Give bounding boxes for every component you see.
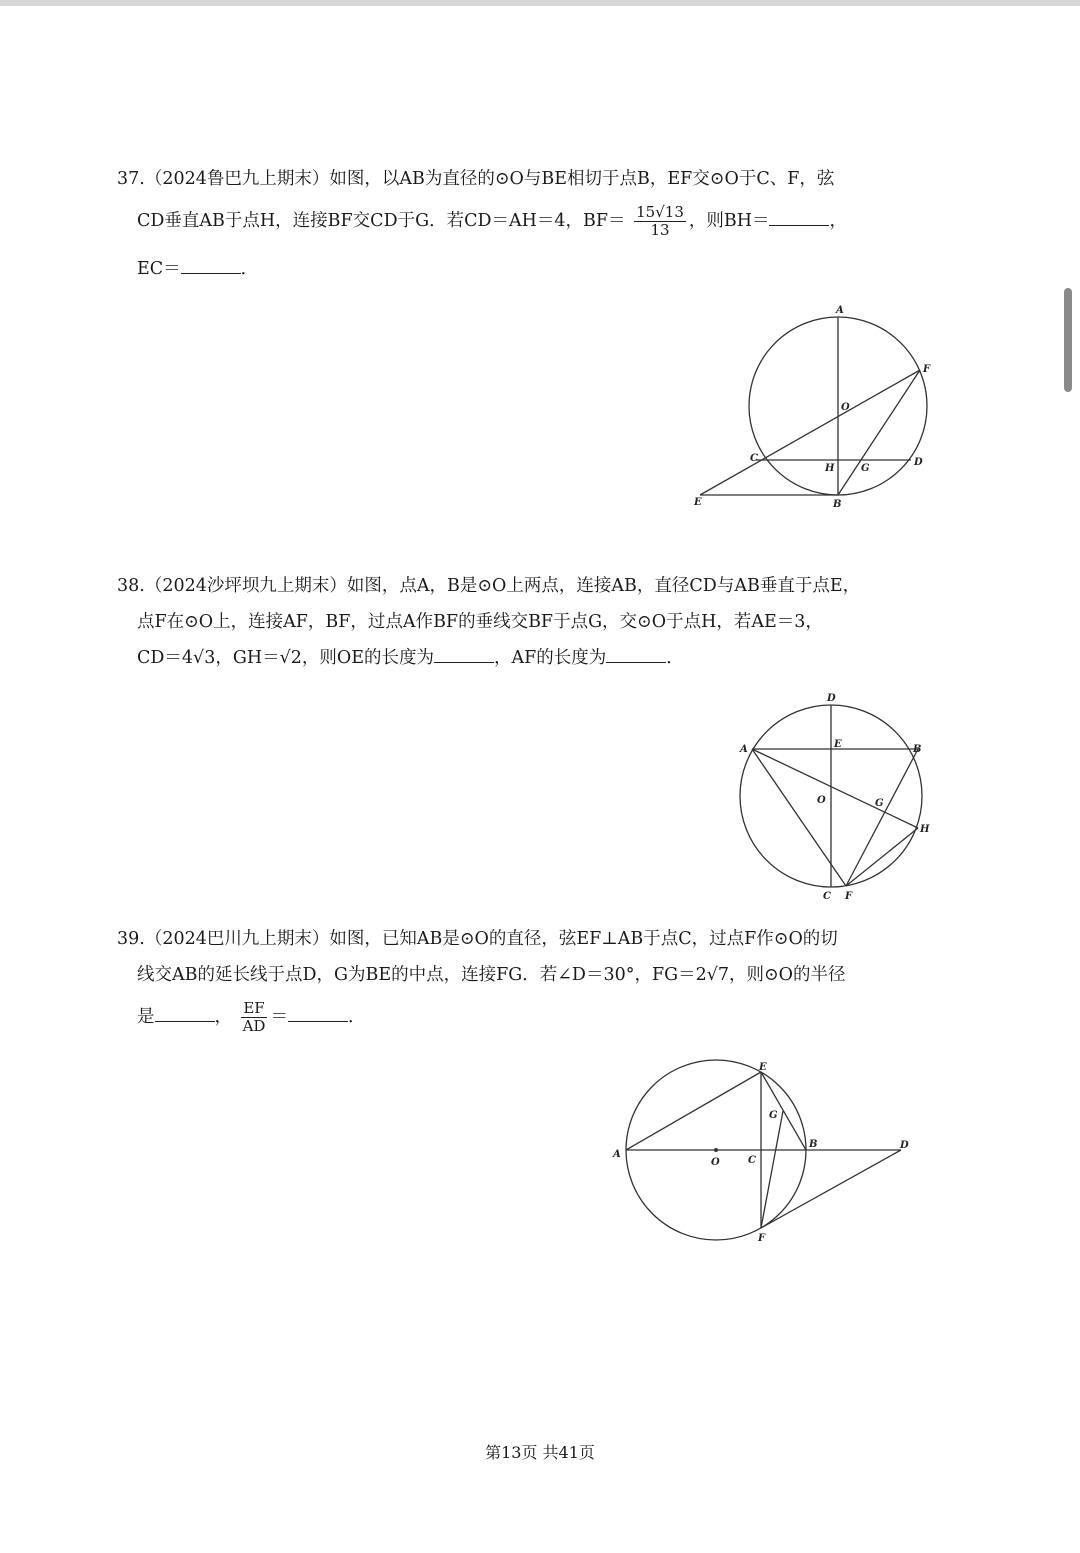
problem-text: CD＝4√3，GH＝√2，则OE的长度为: [137, 648, 434, 668]
label-a: A: [613, 1149, 621, 1160]
label-c: C: [748, 1155, 756, 1166]
answer-blank[interactable]: [606, 648, 666, 663]
label-c: C: [823, 891, 831, 902]
secant-ef: [700, 370, 920, 495]
chord-bf: [838, 370, 920, 495]
figure-39: [605, 1055, 925, 1255]
chord-be: [761, 1072, 806, 1150]
label-g: G: [769, 1110, 778, 1121]
chord-hf: [846, 828, 918, 886]
problem-39-line3: [137, 1000, 365, 1035]
problem-text: ．: [347, 1007, 366, 1027]
problem-text: ＝: [270, 1007, 288, 1027]
bf-fraction: [634, 204, 686, 239]
fraction-denominator: 13: [650, 221, 670, 239]
label-b: B: [913, 744, 922, 755]
answer-blank[interactable]: [288, 1007, 348, 1022]
problem-38-line2: [137, 611, 823, 633]
label-f: F: [845, 891, 853, 902]
top-edge: [0, 0, 1080, 6]
problem-text: ．: [666, 648, 684, 668]
problem-text: ，: [829, 211, 847, 231]
label-f: F: [923, 364, 931, 375]
fraction-denominator: AD: [242, 1017, 266, 1035]
label-c: C: [750, 453, 758, 464]
label-o: O: [841, 402, 850, 413]
label-b: B: [833, 499, 842, 510]
label-a: A: [836, 305, 844, 316]
label-e: E: [694, 497, 702, 508]
chord-bf: [846, 749, 918, 886]
problem-text: 如图，点A，B是⊙O上两点，连接AB，直径CD与AB垂直于点E，: [346, 576, 861, 596]
scrollbar[interactable]: [1064, 288, 1072, 392]
chord-ae: [626, 1072, 761, 1150]
label-h: H: [825, 463, 835, 474]
figure-37: [680, 298, 960, 518]
page-footer: 第13页 共41页: [485, 1443, 595, 1462]
answer-blank[interactable]: [155, 1007, 215, 1022]
chord-af: [752, 749, 846, 886]
problem-text: 如图，以AB为直径的⊙O与BE相切于点B，EF交⊙O于C、F，弦: [329, 169, 835, 189]
problem-text: ，AF的长度为: [494, 648, 607, 668]
problem-text: CD垂直AB于点H，连接BF交CD于G．若CD＝AH＝4，BF＝: [137, 211, 626, 231]
label-e: E: [834, 739, 842, 750]
problem-text: 如图，已知AB是⊙O的直径，弦EF⊥AB于点C，过点F作⊙O的切: [329, 929, 838, 949]
label-d: D: [914, 457, 923, 468]
problem-text: EC＝: [137, 259, 181, 279]
label-o: O: [711, 1157, 720, 1168]
problem-37-line1: [117, 168, 834, 190]
label-e: E: [759, 1062, 767, 1073]
label-b: B: [809, 1139, 818, 1150]
problem-38-line3: [137, 647, 684, 669]
label-d: D: [900, 1140, 909, 1151]
problem-text: 点F在⊙O上，连接AF，BF，过点A作BF的垂线交BF于点G，交⊙O于点H，若AE＝3，: [137, 612, 823, 632]
label-g: G: [861, 463, 870, 474]
center-dot: [715, 1149, 718, 1152]
problem-number: 39.: [117, 929, 145, 949]
problem-number: 38.: [117, 576, 145, 596]
problem-text: ，: [214, 1007, 232, 1027]
problem-39-line1: [117, 928, 838, 950]
problem-source: （2024鲁巴九上期末）: [144, 169, 330, 189]
label-a: A: [740, 744, 748, 755]
problem-37-line3: [137, 258, 258, 280]
problem-text: 线交AB的延长线于点D，G为BE的中点，连接FG．若∠D＝30°，FG＝2√7，则⊙O的半径: [137, 965, 846, 985]
answer-blank[interactable]: [181, 259, 241, 274]
answer-blank[interactable]: [769, 211, 829, 226]
problem-37-line2: [137, 204, 847, 239]
problem-text: ．: [240, 259, 259, 279]
label-d: D: [827, 693, 836, 704]
problem-text: 是: [137, 1007, 155, 1027]
label-h: H: [920, 824, 930, 835]
figure-38: [730, 688, 940, 908]
line-ah: [752, 749, 918, 828]
label-o: O: [817, 795, 826, 806]
problem-text: ，则BH＝: [688, 211, 770, 231]
problem-source: （2024沙坪坝九上期末）: [144, 576, 347, 596]
line-fg: [761, 1111, 783, 1228]
problem-number: 37.: [117, 169, 145, 189]
ef-ad-fraction: [241, 1000, 268, 1035]
label-g: G: [875, 798, 884, 809]
tangent-fd: [761, 1150, 901, 1228]
fraction-numerator: 15√13: [636, 203, 684, 221]
fraction-numerator: EF: [241, 1000, 268, 1018]
problem-39-line2: [137, 964, 846, 986]
answer-blank[interactable]: [434, 648, 494, 663]
problem-source: （2024巴川九上期末）: [144, 929, 330, 949]
label-f: F: [758, 1233, 766, 1244]
problem-38-line1: [117, 575, 860, 597]
